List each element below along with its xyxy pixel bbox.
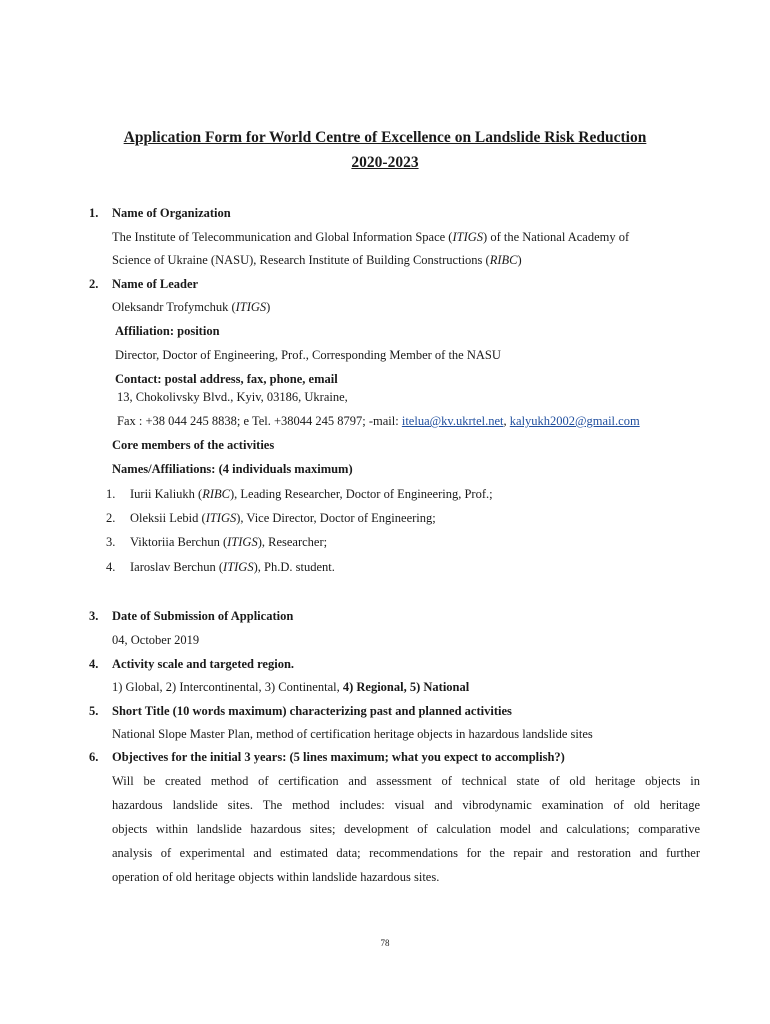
org-text: ) of the National Academy of [483, 230, 630, 244]
org-text: The Institute of Telecommunication and Global Information Space ( [112, 230, 453, 244]
email-link-1[interactable]: itelua@kv.ukrtel.net [401, 414, 504, 428]
affiliation-heading: Affiliation: position [115, 324, 220, 338]
member-item [130, 560, 335, 575]
core-members-heading: Core members of the activities [112, 438, 275, 452]
contact-line [117, 414, 640, 429]
member-text: Iurii Kaliukh ( [130, 487, 203, 501]
member-text: ), Vice Director, Doctor of Engineering; [236, 511, 436, 525]
org-abbrev-ribc: RIBC [489, 253, 518, 267]
org-abbrev-itigs: ITIGS [452, 230, 484, 244]
member-text: Iaroslav Berchun ( [130, 560, 224, 574]
member-abbrev: ITIGS [227, 535, 258, 549]
short-title: National Slope Master Plan, method of certification heritage objects in hazardous landslide sites [112, 727, 593, 741]
section-4-heading: Activity scale and targeted region. [112, 657, 295, 671]
org-text: Science of Ukraine (NASU), Research Institute of Building Constructions ( [112, 253, 490, 267]
section-6-number: 6. [89, 750, 99, 764]
names-heading: Names/Affiliations: (4 individuals maximum) [112, 462, 353, 476]
submission-date: 04, October 2019 [112, 633, 200, 647]
member-text: ), Researcher; [257, 535, 328, 549]
contact-heading: Contact: postal address, fax, phone, email [115, 372, 338, 386]
leader-name [112, 300, 270, 315]
affiliation-text: Director, Doctor of Engineering, Prof., Corresponding Member of the NASU [115, 348, 501, 362]
section-1-heading: Name of Organization [112, 206, 231, 220]
objectives-line: objects within landslide hazardous sites; development of calculation model and calculations; comparative [112, 822, 700, 836]
member-text: ), Leading Researcher, Doctor of Engineering, Prof.; [230, 487, 493, 501]
section-2-number: 2. [89, 277, 99, 291]
member-item [130, 511, 436, 526]
section-2-heading: Name of Leader [112, 277, 199, 291]
scale-options: 1) Global, 2) Intercontinental, 3) Continental, [112, 680, 343, 694]
organization-line-1 [112, 230, 629, 245]
leader-text: Oleksandr Trofymchuk ( [112, 300, 236, 314]
member-item [130, 487, 493, 502]
objectives-line: operation of old heritage objects within landslide hazardous sites. [112, 870, 440, 884]
section-3-number: 3. [89, 609, 99, 623]
email-link-2[interactable]: kalyukh2002@gmail.com [509, 414, 640, 428]
member-text: ), Ph.D. student. [253, 560, 335, 574]
member-item [130, 535, 327, 550]
member-abbrev: ITIGS [223, 560, 254, 574]
member-number: 2. [106, 511, 116, 525]
scale-selected: 4) Regional, 5) National [342, 680, 470, 694]
fax-phone-text: Fax : +38 044 245 8838; e Tel. +38044 245 8797; -mail: [117, 414, 402, 428]
section-4-number: 4. [89, 657, 99, 671]
leader-abbrev: ITIGS [235, 300, 267, 314]
page-number: 78 [380, 938, 390, 948]
objectives-line: Will be created method of certification and assessment of technical state of old heritage objects in [112, 774, 700, 788]
member-number: 3. [106, 535, 116, 549]
member-text: Oleksii Lebid ( [130, 511, 206, 525]
objectives-line: analysis of experimental and estimated data; recommendations for the repair and restoration and further [112, 846, 700, 860]
section-5-number: 5. [89, 704, 99, 718]
member-abbrev: ITIGS [205, 511, 237, 525]
section-6-heading: Objectives for the initial 3 years: (5 lines maximum; what you expect to accomplish?) [112, 750, 565, 764]
objectives-line: hazardous landslide sites. The method includes: visual and vibrodynamic examination of old heritage [112, 798, 700, 812]
section-5-heading: Short Title (10 words maximum) characterizing past and planned activities [112, 704, 512, 718]
member-abbrev: RIBC [202, 487, 230, 501]
email-separator: , [503, 414, 510, 428]
section-1-number: 1. [89, 206, 99, 220]
leader-text: ) [266, 300, 271, 314]
section-3-heading: Date of Submission of Application [112, 609, 294, 623]
member-number: 4. [106, 560, 116, 574]
postal-address: 13, Chokolivsky Blvd., Kyiv, 03186, Ukraine, [117, 390, 348, 404]
org-text: ) [517, 253, 522, 267]
organization-line-2 [112, 253, 522, 268]
page-title-years: 2020-2023 [351, 154, 419, 171]
page-title: Application Form for World Centre of Excellence on Landslide Risk Reduction [123, 129, 647, 146]
activity-scale [112, 680, 469, 695]
member-text: Viktoriia Berchun ( [130, 535, 228, 549]
member-number: 1. [106, 487, 116, 501]
